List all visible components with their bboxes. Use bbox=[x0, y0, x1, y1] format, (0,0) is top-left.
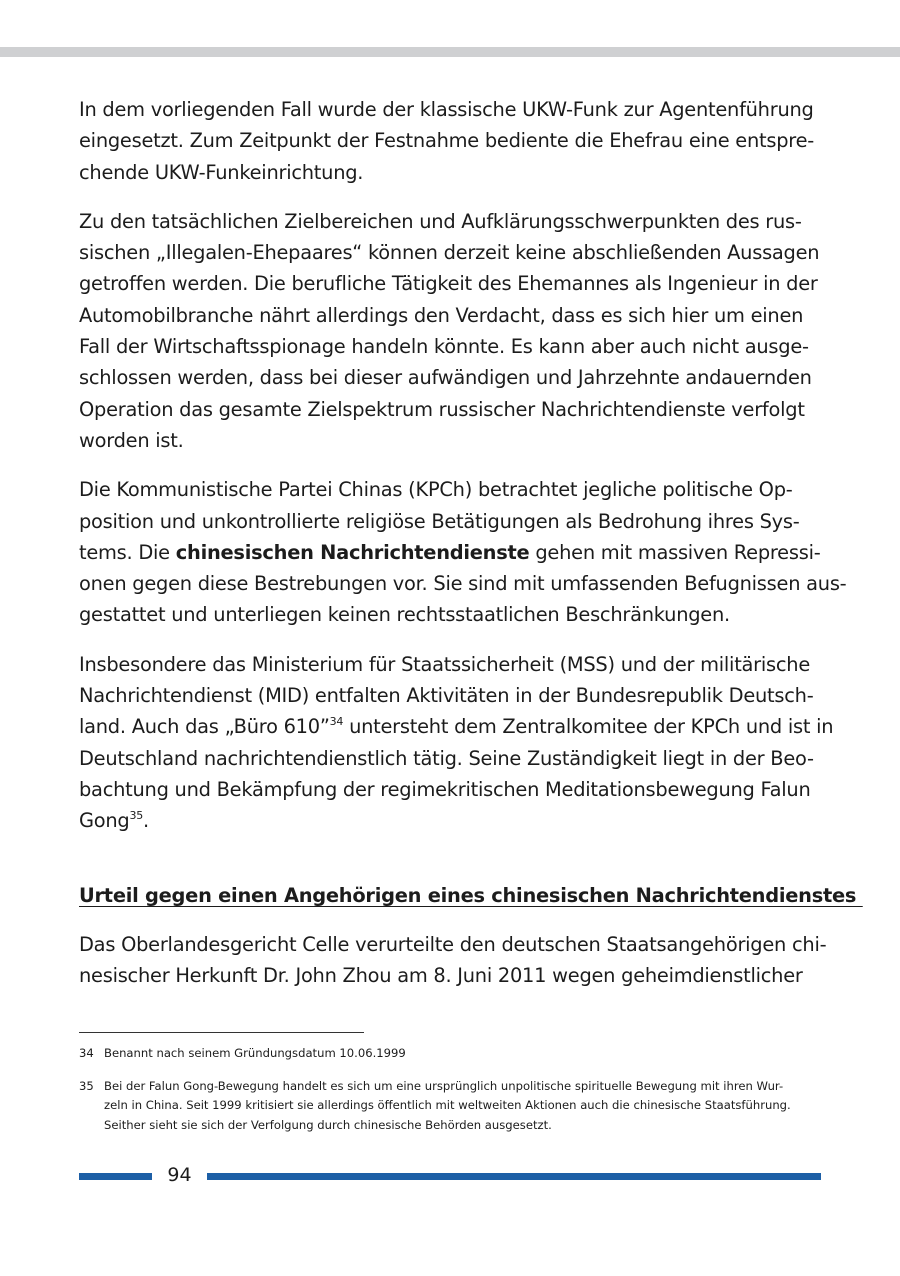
footnote-ref-35[interactable]: 35 bbox=[129, 809, 143, 823]
text-line: chende UKW-Funkeinrichtung. bbox=[79, 160, 364, 184]
text-line: schlossen werden, dass bei dieser aufwändigen und Jahrzehnte andauernden bbox=[79, 366, 812, 390]
section-subheading: Urteil gegen einen Angehörigen eines chinesischen Nachrichtendienstes bbox=[79, 884, 863, 907]
body-text-continued bbox=[79, 929, 827, 1010]
text-line: worden ist. bbox=[79, 428, 184, 452]
text-line bbox=[79, 711, 834, 742]
text-fragment: land. Auch das „Büro 610” bbox=[79, 715, 330, 739]
text-line: Deutschland nachrichtendienstlich tätig. Seine Zuständigkeit liegt in der Beo- bbox=[79, 746, 814, 770]
footnote-line: Bei der Falun Gong-Bewegung handelt es sich um eine ursprünglich unpolitische spirituelle Bewegung mit ihren Wur- bbox=[104, 1078, 784, 1093]
text-line: position und unkontrollierte religiöse Betätigungen als Bedrohung ihres Sys- bbox=[79, 509, 800, 533]
text-fragment: untersteht dem Zentralkomitee der KPCh und ist in bbox=[343, 715, 834, 739]
footnote-text bbox=[104, 1077, 791, 1136]
footnote-number: 35 bbox=[79, 1078, 94, 1093]
footnote-line: Benannt nach seinem Gründungsdatum 10.06.1999 bbox=[104, 1046, 406, 1060]
text-fragment: gehen mit massiven Repressi- bbox=[529, 540, 821, 564]
body-text bbox=[79, 94, 847, 855]
footnote-divider bbox=[79, 1032, 364, 1033]
text-line: getroffen werden. Die berufliche Tätigkeit des Ehemannes als Ingenieur in der bbox=[79, 272, 818, 296]
text-line bbox=[79, 805, 827, 836]
top-divider bbox=[0, 47, 900, 57]
paragraph-1 bbox=[79, 94, 827, 188]
text-line bbox=[79, 537, 827, 568]
text-line: Insbesondere das Ministerium für Staatssicherheit (MSS) und der militärische bbox=[79, 652, 811, 676]
footnotes bbox=[79, 1044, 821, 1148]
paragraph-4 bbox=[79, 649, 834, 837]
paragraph-5 bbox=[79, 929, 827, 992]
footnote-34 bbox=[79, 1044, 821, 1064]
text-line: nesischer Herkunft Dr. John Zhou am 8. Juni 2011 wegen geheimdienstlicher bbox=[79, 964, 803, 988]
bold-term: chinesischen Nachrichtendienste bbox=[175, 540, 530, 564]
text-line: Automobilbranche nährt allerdings den Verdacht, dass es sich hier um einen bbox=[79, 303, 804, 327]
text-line: Die Kommunistische Partei Chinas (KPCh) betrachtet jegliche politische Op- bbox=[79, 478, 793, 502]
text-line: Zu den tatsächlichen Zielbereichen und Aufklärungsschwerpunkten des rus- bbox=[79, 209, 802, 233]
text-line: onen gegen diese Bestrebungen vor. Sie sind mit umfassenden Befugnissen aus- bbox=[79, 572, 847, 596]
footnote-line: zeln in China. Seit 1999 kritisiert sie allerdings öffentlich mit weltweiten Aktionen auch die chinesische Staatsführung. bbox=[104, 1098, 791, 1112]
page-number: 94 bbox=[167, 1164, 192, 1186]
text-fragment: . bbox=[143, 809, 149, 833]
paragraph-2 bbox=[79, 206, 827, 456]
text-line: In dem vorliegenden Fall wurde der klassische UKW-Funk zur Agentenführung bbox=[79, 98, 814, 121]
footnote-line: Seither sieht sie sich der Verfolgung durch chinesische Behörden ausgesetzt. bbox=[104, 1117, 552, 1132]
footer-bar-right bbox=[207, 1173, 821, 1180]
text-line: bachtung und Bekämpfung der regimekritischen Meditationsbewegung Falun bbox=[79, 777, 811, 801]
text-fragment: tems. Die bbox=[79, 540, 176, 564]
footnote-35 bbox=[79, 1077, 821, 1136]
text-line: Operation das gesamte Zielspektrum russischer Nachrichtendienste verfolgt bbox=[79, 397, 805, 421]
text-line: sischen „Illegalen-Ehepaares“ können derzeit keine abschließenden Aussagen bbox=[79, 241, 820, 265]
footer-bar-left bbox=[79, 1173, 152, 1180]
text-fragment: Gong bbox=[79, 809, 130, 833]
text-line: gestattet und unterliegen keinen rechtsstaatlichen Beschränkungen. bbox=[79, 603, 730, 627]
footnote-ref-34[interactable]: 34 bbox=[329, 715, 344, 729]
footnote-text bbox=[104, 1044, 406, 1064]
paragraph-3 bbox=[79, 474, 847, 630]
text-line: Fall der Wirtschaftsspionage handeln könnte. Es kann aber auch nicht ausge- bbox=[79, 335, 809, 359]
text-line: Das Oberlandesgericht Celle verurteilte den deutschen Staatsangehörigen chi- bbox=[79, 933, 827, 956]
footnote-number: 34 bbox=[79, 1046, 94, 1060]
text-line: Nachrichtendienst (MID) entfalten Aktivitäten in der Bundesrepublik Deutsch- bbox=[79, 684, 814, 708]
text-line: eingesetzt. Zum Zeitpunkt der Festnahme bediente die Ehefrau eine entspre- bbox=[79, 129, 814, 153]
